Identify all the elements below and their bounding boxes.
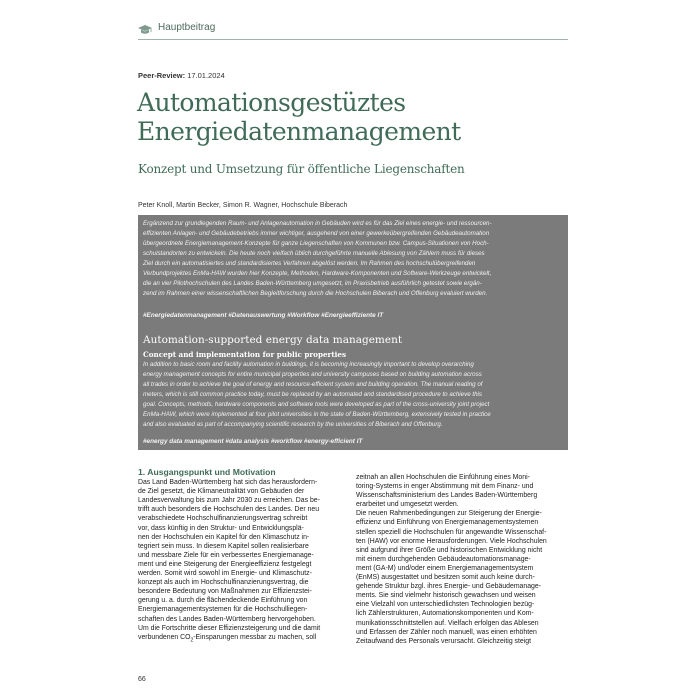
peer-review-label: Peer-Review: [138, 71, 186, 80]
abstract-en-subtitle: Concept and implementation for public properties [143, 350, 347, 359]
body-line: ment und eine Steigerung der Energieeffizienz festgelegt [138, 560, 312, 568]
abstract-de-line: effizienten Anlagen- und Gebäudebetriebs immer wichtiger, ausgehend von einer gewerkeübergreifenden Gebäudeautomation [143, 230, 490, 237]
body-line: Zeitaufwand des Personals verursacht. Gleichzeitig steigt [356, 637, 532, 645]
body-line: Energiemanagementsystemen für die Hochschulliegen- [138, 606, 308, 614]
peer-review-line [138, 71, 225, 80]
body-line: schaften des Landes Baden-Württemberg hervorgehoben. [138, 615, 316, 623]
body-line: ment (GA-M) und/oder einem Energiemanagementsystem [356, 564, 534, 572]
body-line: und messbare Ziele für ein verbessertes Energiemanage- [138, 551, 314, 559]
body-line: verabschiedete Hochschulfinanzierungsvertrag schreibt [138, 515, 308, 523]
abstract-de-line: Ziel durch ein automatisiertes und standardisiertes Verfahren abgelöst werden. Im Rahmen des hochschulübergreifenden [143, 260, 476, 267]
body-text: verbundenen CO [138, 633, 191, 641]
abstract-box [138, 215, 568, 450]
peer-review-date: 17.01.2024 [187, 71, 225, 80]
body-line: (EnMS) ausgestattet und besitzen somit auch keine durch- [356, 574, 535, 582]
body-line: zeitnah an allen Hochschulen die Einführung eines Moni- [356, 474, 530, 481]
body-line: ten (HAW) vor enorme Herausforderungen. Viele Hochschulen [356, 537, 547, 545]
body-line: sind aufgrund ihrer Größe und historischen Entwicklung nicht [356, 546, 543, 554]
subscript: 2 [190, 637, 194, 644]
body-line: Um die Fortschritte dieser Effizienzsteigerung und die damit [138, 624, 321, 632]
body-line: werden. Somit wird sowohl im Energie- und Klimaschutz- [138, 570, 312, 578]
page-number: 66 [138, 676, 146, 683]
abstract-en-title: Automation-supported energy data management [143, 334, 403, 346]
body-line [138, 633, 352, 645]
body-line: trifft auch besonders die Hochschulen des Landes. Der neu [138, 506, 320, 514]
body-line: gerung u. a. durch die flächendeckende Einführung von [138, 597, 308, 605]
body-line: Die neuen Rahmenbedingungen zur Steigerung der Energie- [356, 510, 542, 518]
body-line: vor, dass künftig in den Struktur- und Entwicklungsplä- [138, 524, 304, 532]
author-line: Peter Knoll, Martin Becker, Simon R. Wagner, Hochschule Biberach [138, 202, 348, 209]
abstract-en-line: all trades in order to achieve the goal of energy and resource-efficient system and building operation. The manual reading of [143, 381, 483, 388]
keywords-de: #Energiedatenmanagement #Datenauswertung #Workflow #Energieeffiziente IT [143, 312, 384, 319]
body-line: mit einem durchgehenden Gebäudeautomationsmanage- [356, 555, 531, 563]
abstract-de-line: Verbundprojektes EnMa-HAW wurden hier Konzepte, Methoden, Hardware-Komponenten und Software-Werkzeuge entwickelt, [143, 270, 492, 277]
body-line: erarbeitet und umgesetzt werden. [356, 501, 459, 509]
body-line: munikationsschnittstellen auf. Vielfach erfolgen das Ablesen [356, 619, 539, 627]
body-line: tegriert sein muss. In diesem Kapitel sollen realisierbare [138, 542, 309, 550]
keywords-en: #energy data management #data analysis #workflow #energy-efficient IT [143, 438, 363, 445]
header-divider [138, 39, 568, 40]
body-line: konzept als auch im Hochschulfinanzierungsvertrag, die [138, 579, 309, 587]
section-label: Hauptbeitrag [158, 22, 216, 33]
abstract-en [143, 360, 563, 430]
body-line: de Ziel gesetzt, die Klimaneutralität von Gebäuden der [138, 488, 305, 496]
abstract-de-line: Ergänzend zur grundlegenden Raum- und Anlagenautomation in Gebäuden wird es für das Ziel eines energie- und ressourcen- [143, 220, 492, 227]
abstract-en-line: energy management concepts for entire municipal properties and university campuses based on building automation across [143, 371, 482, 378]
body-line: ments. Sie sind vielmehr historisch gewachsen und weisen [356, 592, 536, 600]
body-line: besondere Bedeutung von Maßnahmen zur Effizienzstei- [138, 588, 312, 596]
body-line: Das Land Baden-Württemberg hat sich das herausfordern- [138, 479, 318, 487]
body-column-left [138, 468, 352, 645]
title-line-1: Automationsgestüztes [137, 88, 406, 117]
body-text: -Einsparungen messbar zu machen, soll [193, 633, 317, 641]
body-line: stellen speziell die Hochschulen für angewandte Wissenschaf- [356, 528, 547, 536]
article-title [137, 88, 577, 146]
body-line: gehende Struktur bzgl. ihres Energie- und Gebäudemanage- [356, 583, 542, 591]
body-line: nen der Hochschulen ein Kapitel für den Klimaschutz in- [138, 533, 310, 541]
body-line: toring-Systems in enger Abstimmung mit dem Finanz- und [356, 483, 534, 491]
body-line: Wissenschaftsministerium des Landes Baden-Württemberg [356, 492, 538, 500]
body-line: effizienz und Einführung von Energiemanagementsystemen [356, 519, 539, 527]
body-line: eine Vielzahl von unterschiedlichsten Technologien bezüg- [356, 601, 535, 609]
body-line: lich Zählerstrukturen, Automationskomponenten und Kom- [356, 610, 534, 618]
section-header [138, 20, 568, 38]
abstract-en-line: In addition to basic room and facility automation in buildings, it is becoming increasingly important to develop overarching [143, 361, 474, 368]
article-subtitle: Konzept und Umsetzung für öffentliche Liegenschaften [138, 162, 465, 176]
abstract-de [143, 219, 563, 299]
body-column-right [356, 473, 570, 646]
abstract-en-line: EnMa-HAW, which were implemented at four pilot universities in the state of Baden-Württemberg, extensively tested in practice [143, 411, 491, 418]
abstract-de-line: übergeordnete Energiemanagement-Konzepte für ganze Liegenschaften von Kommunen bzw. Campus-Situationen von Hoch- [143, 240, 489, 247]
body-line: und Erfassen der Zähler noch manuell, was einen erhöhten [356, 628, 537, 636]
abstract-de-line: die an vier Pilothochschulen des Landes Baden-Württemberg umgesetzt, im Praxisbetrieb ausführlich getestet sowie ergän- [143, 280, 482, 287]
graduation-cap-icon [138, 22, 152, 40]
abstract-en-line: goal. Concepts, methods, hardware components and software tools were developed as part of the cross-university joint project [143, 401, 490, 408]
abstract-de-line: zend im Rahmen einer wissenschaftlichen Begleitforschung durch die Hochschulen Biberach und Offenburg evaluiert wurden. [143, 290, 488, 297]
abstract-en-line: and also evaluated as part of accompanying scientific research by the universities of Biberach and Offenburg. [143, 421, 443, 428]
section-heading: 1. Ausgangspunkt und Motivation [138, 467, 276, 477]
title-line-2: Energiedatenmanagement [137, 117, 461, 146]
body-line: Landesverwaltung bis zum Jahr 2030 zu erreichen. Das be- [138, 497, 320, 505]
abstract-en-line: meters, which is still common practice today, must be replaced by an automated and standardised procedure to achieve this [143, 391, 482, 398]
abstract-de-line: schulstandorten zu entwickeln. Die heute noch vielfach üblich durchgeführte manuelle Ablesung von Zählern muss für dieses [143, 250, 485, 257]
